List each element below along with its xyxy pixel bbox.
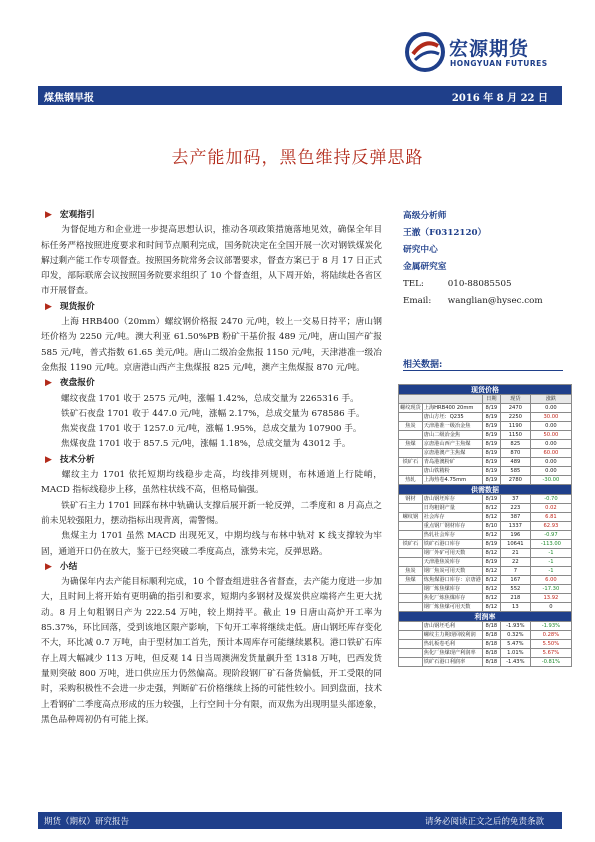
table-cell-cat — [399, 449, 423, 458]
section-paragraph — [41, 529, 382, 560]
section-heading-text: 小结 — [59, 561, 78, 572]
table-cell-chg: -1 — [530, 558, 571, 567]
table-cell-date: 8/18 — [482, 658, 500, 667]
paragraph-text: 铁矿石主力 1701 回踩布林中轨确认支撑后展开新一轮反弹，二季度和 8 月高点之前未见较强阻力，摆动指标出现背离，需警惕。 — [41, 500, 382, 526]
table-cell-date: 8/19 — [482, 467, 500, 476]
table-cell-cat — [399, 522, 423, 531]
table-cell-val: 218 — [500, 594, 530, 603]
table-subheader-cell: 现货 — [500, 395, 530, 404]
paragraph-text: 螺纹主力 1701 依托短期均线稳步走高，均线排列规则，布林通道上行陡峭，MACD 指标线稳步上移，虽然柱状线不高，但格局偏强。 — [41, 470, 382, 496]
table-cell-name: 焦化厂炼焦煤库存 — [422, 594, 482, 603]
table-cell-val: -1.43% — [500, 658, 530, 667]
table-cell-date: 8/19 — [482, 476, 500, 485]
table-cell-date: 8/12 — [482, 576, 500, 585]
table-cell-chg: 62.93 — [530, 522, 571, 531]
header-bar — [38, 86, 562, 105]
paragraph-text: 为督促地方和企业进一步提高思想认识，推动各项政策措施落地见效，确保全年目标任务严格按照进度要求和时间节点顺利完成，国务院决定在全国开展一次对钢铁煤炭化解过剩产能工作专项督查。按照国务院常务会议部署要求，督查方案已于 8 月 17 日正式印发，部际联席会议按照国务院要求组织了 10 个督查组，从下周开始，将陆续赴各省区市开展督查。 — [41, 225, 382, 297]
table-cell-cat: 热轧 — [399, 476, 423, 485]
table-cell-date: 8/18 — [482, 640, 500, 649]
table-row — [399, 504, 572, 513]
table-row — [399, 404, 572, 413]
table-cell-val: 2780 — [500, 476, 530, 485]
table-cell-chg: -113.00 — [530, 540, 571, 549]
section-heading — [41, 560, 382, 575]
analyst-dept2: 金属研究室 — [403, 262, 447, 272]
table-row — [399, 558, 572, 567]
table-cell-date: 8/12 — [482, 567, 500, 576]
brand-logo — [405, 32, 575, 74]
paragraph-text: 焦煤主力 1701 虽然 MACD 出现死叉，中期均线与布林中轨对 K 线支撑较为牢固，通道开口仍在放大，鉴于已经突破二季度高点，涨势未完，反弹思路。 — [41, 531, 382, 557]
table-cell-date: 8/19 — [482, 540, 500, 549]
table-cell-name: 京唐港山西产主焦煤 — [422, 440, 482, 449]
table-cell-val: 5.47% — [500, 640, 530, 649]
section-heading — [41, 376, 382, 391]
table-cell-date: 8/12 — [482, 513, 500, 522]
table-cell-name: 炼焦煤港口库存：京唐港 — [423, 577, 481, 583]
table-cell-name: 热轧板卷毛利 — [422, 640, 482, 649]
table-cell-val: 489 — [500, 458, 530, 467]
section-heading-text: 现货报价 — [59, 301, 95, 312]
table-cell-cat — [399, 504, 423, 513]
table-cell-date: 8/12 — [482, 504, 500, 513]
table-row — [399, 585, 572, 594]
table-cell-name: 上海HRB400 20mm — [422, 404, 482, 413]
table-cell-val: 22 — [500, 558, 530, 567]
table-cell-val: 2470 — [500, 404, 530, 413]
market-data-table — [398, 384, 572, 667]
table-cell-val: 37 — [500, 495, 530, 504]
table-cell-name: 上海热卷4.75mm — [422, 476, 482, 485]
table-cell-cat — [399, 585, 423, 594]
section-paragraph — [41, 315, 382, 376]
table-cell-cat: 钢材 — [399, 495, 423, 504]
paragraph-text: 上海 HRB400（20mm）螺纹钢价格报 2470 元/吨，较上一交易日持平；唐山钢坯价格为 2250 元/吨。澳大利亚 61.50%PB 粉矿干基价报 489 元/吨，唐山国产矿报 585 元/吨，普式指数 61.65 美元/吨。唐山二级冶金焦报 1150 元/吨，天津港准一级冶金焦报 1190 元/吨。京唐港山西产主焦煤报 825 元/吨，澳产主焦煤报 870 元/吨。 — [41, 317, 382, 373]
table-cell-date: 8/10 — [482, 522, 500, 531]
table-cell-val: 1190 — [500, 422, 530, 431]
brand-name-en: HONGYUAN FUTURES — [450, 59, 548, 68]
table-row — [399, 576, 572, 585]
section-bullet-icon: ▶ — [45, 210, 52, 220]
analyst-tel-row — [403, 276, 573, 293]
table-cell-val: -1.93% — [500, 622, 530, 631]
section-paragraph — [41, 392, 382, 407]
section-paragraph — [41, 437, 382, 452]
table-cell-chg: 6.00 — [530, 576, 571, 585]
table-cell-name: 唐山二级冶金焦 — [422, 431, 482, 440]
table-cell-cat — [399, 603, 423, 612]
table-cell-date: 8/19 — [482, 458, 500, 467]
report-date: 2016 年 8 月 22 日 — [451, 93, 548, 104]
table-cell-cat — [399, 467, 423, 476]
table-cell-val: 1.01% — [500, 649, 530, 658]
footer-bar — [38, 812, 562, 829]
table-row — [399, 603, 572, 612]
table-cell-val: 13 — [500, 603, 530, 612]
table-cell-name: 重点钢厂钢材库存 — [422, 522, 482, 531]
table-cell-name: 唐山方坯：Q235 — [422, 413, 482, 422]
table-subheader — [399, 395, 572, 404]
table-row — [399, 495, 572, 504]
paragraph-text: 焦炭夜盘 1701 收于 1257.0 元/吨，涨幅 1.95%，总成交量为 107900 手。 — [61, 424, 362, 435]
table-cell-val: 223 — [500, 504, 530, 513]
table-row — [399, 413, 572, 422]
brand-name-cn: 宏源期货 — [449, 38, 530, 60]
table-cell-chg: 50.00 — [530, 431, 571, 440]
table-cell-val: 10641 — [500, 540, 530, 549]
table-cell-name: 唐山铁精粉 — [422, 467, 482, 476]
table-cell-chg: -30.00 — [530, 476, 571, 485]
table-cell-cat: 焦煤 — [399, 576, 423, 585]
table-row — [399, 422, 572, 431]
table-cell-chg: 60.00 — [530, 449, 571, 458]
table-cell-name: 唐山钢坯库存 — [422, 495, 482, 504]
table-cell-date: 8/19 — [482, 558, 500, 567]
table-cell-name: 钢厂炼焦煤库存 — [422, 585, 482, 594]
section-bullet-icon: ▶ — [45, 561, 52, 572]
table-subheader-cell: 涨跌 — [530, 395, 571, 404]
table-cell-cat: 焦炭 — [399, 422, 423, 431]
table-row — [399, 594, 572, 603]
table-cell-chg: 0.00 — [530, 404, 571, 413]
table-cell-date: 8/19 — [482, 495, 500, 504]
table-subheader-cell: 日期 — [482, 395, 500, 404]
table-cell-val: 870 — [500, 449, 530, 458]
table-cell-name: 焦化厂焦煤现产利润率 — [422, 649, 482, 658]
section-paragraph — [41, 223, 382, 299]
table-cell-val: 825 — [500, 440, 530, 449]
table-cell-val: 1337 — [500, 522, 530, 531]
footer-report-type: 期货（期权）研究报告 — [44, 817, 130, 827]
email-link[interactable]: wanglian@hysec.com — [447, 296, 543, 306]
table-cell-cat: 铁矿石 — [399, 458, 423, 467]
table-cell-date: 8/12 — [482, 585, 500, 594]
table-cell-date: 8/19 — [482, 404, 500, 413]
table-row — [399, 449, 572, 458]
table-cell-cat: 铁矿石 — [399, 540, 423, 549]
table-cell-name: 热轧社会库存 — [422, 531, 482, 540]
table-cell-cat — [399, 531, 423, 540]
table-cell-date: 8/12 — [482, 531, 500, 540]
table-cell-chg: -0.81% — [530, 658, 571, 667]
table-cell-name: 青岛港澳粉矿 — [422, 458, 482, 467]
report-name: 煤焦钢早报 — [44, 93, 94, 104]
table-row — [399, 531, 572, 540]
spot-price-title: 现货价格 — [399, 385, 572, 395]
email-label: Email: — [403, 296, 432, 306]
paragraph-text: 螺纹夜盘 1701 收于 2575 元/吨，涨幅 1.42%，总成交量为 2265316 手。 — [61, 393, 359, 404]
tel-label: TEL: — [403, 279, 424, 289]
table-cell-chg: 6.81 — [530, 513, 571, 522]
table-cell-chg: -17.30 — [530, 585, 571, 594]
table-cell-name: 日均粗钢产量 — [422, 504, 482, 513]
hongyuan-logo-icon — [405, 32, 445, 72]
table-cell-cat — [399, 431, 423, 440]
table-subheader-blank — [399, 395, 483, 404]
table-cell-date: 8/19 — [482, 413, 500, 422]
table-cell-name: 钢厂焦炭可用天数 — [422, 567, 482, 576]
table-cell-date: 8/18 — [482, 631, 500, 640]
section-paragraph — [41, 468, 382, 499]
table-cell-chg: 0.00 — [530, 422, 571, 431]
table-row — [399, 567, 572, 576]
table-row — [399, 431, 572, 440]
footer-disclaimer: 请务必阅读正文之后的免责条款 — [424, 817, 544, 827]
supply-demand-title: 供需数据 — [399, 485, 572, 495]
table-cell-chg: 13.92 — [530, 594, 571, 603]
section-bullet-icon: ▶ — [45, 301, 52, 312]
table-cell-chg: 0.00 — [530, 458, 571, 467]
table-cell-chg: -0.97 — [530, 531, 571, 540]
profit-margin-title: 利润率 — [399, 612, 572, 622]
table-cell-cat — [399, 658, 423, 667]
table-row — [399, 622, 572, 631]
table-cell-chg: 0 — [530, 603, 571, 612]
paragraph-text: 焦煤夜盘 1701 收于 857.5 元/吨，涨幅 1.18%，总成交量为 43012 手。 — [61, 439, 351, 450]
table-cell-val: 387 — [500, 513, 530, 522]
table-cell-chg: 0.00 — [530, 440, 571, 449]
section-heading-text: 夜盘报价 — [59, 378, 95, 389]
table-cell-cat: 螺纹钢 — [399, 513, 423, 522]
report-body — [41, 208, 382, 728]
table-row — [399, 640, 572, 649]
table-cell-chg: 0.00 — [530, 467, 571, 476]
table-cell-chg: -1.93% — [530, 622, 571, 631]
table-row — [399, 631, 572, 640]
table-cell-val: 21 — [500, 549, 530, 558]
table-cell-chg: 5.50% — [530, 640, 571, 649]
table-cell-date: 8/19 — [482, 449, 500, 458]
section-heading-text: 宏观指引 — [59, 210, 95, 220]
table-cell-cat — [399, 594, 423, 603]
table-cell-name: 钢厂炼焦煤可用天数 — [422, 603, 482, 612]
table-cell-val: 585 — [500, 467, 530, 476]
table-cell-val: 167 — [500, 576, 530, 585]
tel-value: 010-88085505 — [447, 279, 512, 289]
table-cell-cat — [399, 413, 423, 422]
table-row — [399, 513, 572, 522]
table-row — [399, 522, 572, 531]
table-cell-name: 铁矿石港口利润率 — [422, 658, 482, 667]
analyst-title: 高级分析师 — [403, 211, 447, 221]
table-row — [399, 440, 572, 449]
table-cell-chg: 0.28% — [530, 631, 571, 640]
table-cell-cat — [399, 640, 423, 649]
table-row — [399, 467, 572, 476]
table-cell-name: 钢厂外矿可用天数 — [422, 549, 482, 558]
table-cell-date: 8/19 — [482, 431, 500, 440]
table-cell-date: 8/12 — [482, 603, 500, 612]
section-bullet-icon: ▶ — [45, 454, 52, 465]
table-cell-cat — [399, 558, 423, 567]
paragraph-text: 铁矿石夜盘 1701 收于 447.0 元/吨，涨幅 2.17%，总成交量为 678586 手。 — [61, 408, 365, 419]
table-cell-chg: -0.70 — [530, 495, 571, 504]
table-cell-name: 京唐港澳产主焦煤 — [422, 449, 482, 458]
table-cell-name: 铁矿石港口库存 — [422, 540, 482, 549]
table-cell-date: 8/18 — [482, 622, 500, 631]
related-divider — [403, 370, 563, 371]
table-cell-name: 天津港准一级冶金焦 — [422, 422, 482, 431]
analyst-info — [403, 208, 573, 310]
table-cell-name: 唐山钢坯毛利 — [422, 622, 482, 631]
page-title: 去产能加码，黑色维持反弹思路 — [171, 148, 424, 168]
table-cell-chg: -1 — [530, 567, 571, 576]
table-cell-cat: 焦炭 — [399, 567, 423, 576]
table-cell-cat: 螺纹现货 — [400, 405, 421, 411]
table-row — [399, 540, 572, 549]
related-data-label: 相关数据: — [403, 360, 443, 370]
section-paragraph — [41, 499, 382, 530]
table-cell-date: 8/19 — [482, 422, 500, 431]
paragraph-text: 为确保年内去产能目标顺利完成，10 个督查组进驻各省督查，去产能力度进一步加大，且时间上将开始有更明确的指引和要求，短期内多钢材及煤炭供应端将产生更大扰动。8 月上旬粗钢日产为 222.54 万吨，较上期持平。截止 19 日唐山高炉开工率为 85.37%，环比回落，受到该地区限产影响，下旬开工率将继续走低。唐山钢坯库存变化不大，环比减 0.7 万吨，由于型材加工首先，预计本周库存可能继续累积。港口铁矿石库存上周大幅减少 113 万吨，但反观 14 日当周澳洲发货量飙升至 1318 万吨，巴西发货量则突破 800 万吨，进口供应压力仍然偏高。现阶段钢厂矿石备货偏低，开工受限的同时，采购积极性不会进一步走强，判断矿石价格继续上扬的可能性较小。回到盘面，技术上看钢矿二季度高点形成的压力较强，上行空间十分有限，而双焦为出现明显头部迹象，黑色品种周初仍有可能上探。 — [41, 577, 382, 725]
table-row — [399, 649, 572, 658]
table-row — [399, 458, 572, 467]
table-cell-chg: -1 — [530, 549, 571, 558]
analyst-name: 王澈（F0312120） — [403, 228, 487, 238]
table-cell-name: 社会库存 — [422, 513, 482, 522]
table-cell-name: 螺纹主力期现回收利润 — [422, 631, 482, 640]
analyst-email-row — [403, 293, 573, 310]
table-row — [399, 549, 572, 558]
table-cell-val: 7 — [500, 567, 530, 576]
table-cell-cat — [399, 649, 423, 658]
table-cell-chg: 30.00 — [530, 413, 571, 422]
table-cell-val: 552 — [500, 585, 530, 594]
table-cell-chg: 0.02 — [530, 504, 571, 513]
table-row — [399, 476, 572, 485]
table-cell-cat — [399, 549, 423, 558]
table-cell-cat: 焦煤 — [399, 440, 423, 449]
section-paragraph — [41, 407, 382, 422]
section-paragraph — [41, 422, 382, 437]
table-cell-date: 8/12 — [482, 549, 500, 558]
table-cell-val: 0.32% — [500, 631, 530, 640]
analyst-dept1: 研究中心 — [403, 245, 438, 255]
section-heading — [41, 300, 382, 315]
section-bullet-icon: ▶ — [45, 378, 52, 389]
table-cell-val: 196 — [500, 531, 530, 540]
table-cell-val: 1150 — [500, 431, 530, 440]
section-heading-text: 技术分析 — [59, 454, 95, 465]
table-cell-name: 天津港焦炭库存 — [422, 558, 482, 567]
table-cell-chg: 5.67% — [530, 649, 571, 658]
table-cell-val: 2250 — [500, 413, 530, 422]
table-cell-date: 8/19 — [482, 440, 500, 449]
section-heading — [41, 208, 382, 223]
table-cell-date: 8/18 — [482, 649, 500, 658]
section-paragraph — [41, 575, 382, 728]
table-cell-date: 8/12 — [482, 594, 500, 603]
table-row — [399, 658, 572, 667]
section-heading — [41, 453, 382, 468]
table-cell-cat — [399, 622, 423, 631]
table-cell-cat — [399, 631, 423, 640]
